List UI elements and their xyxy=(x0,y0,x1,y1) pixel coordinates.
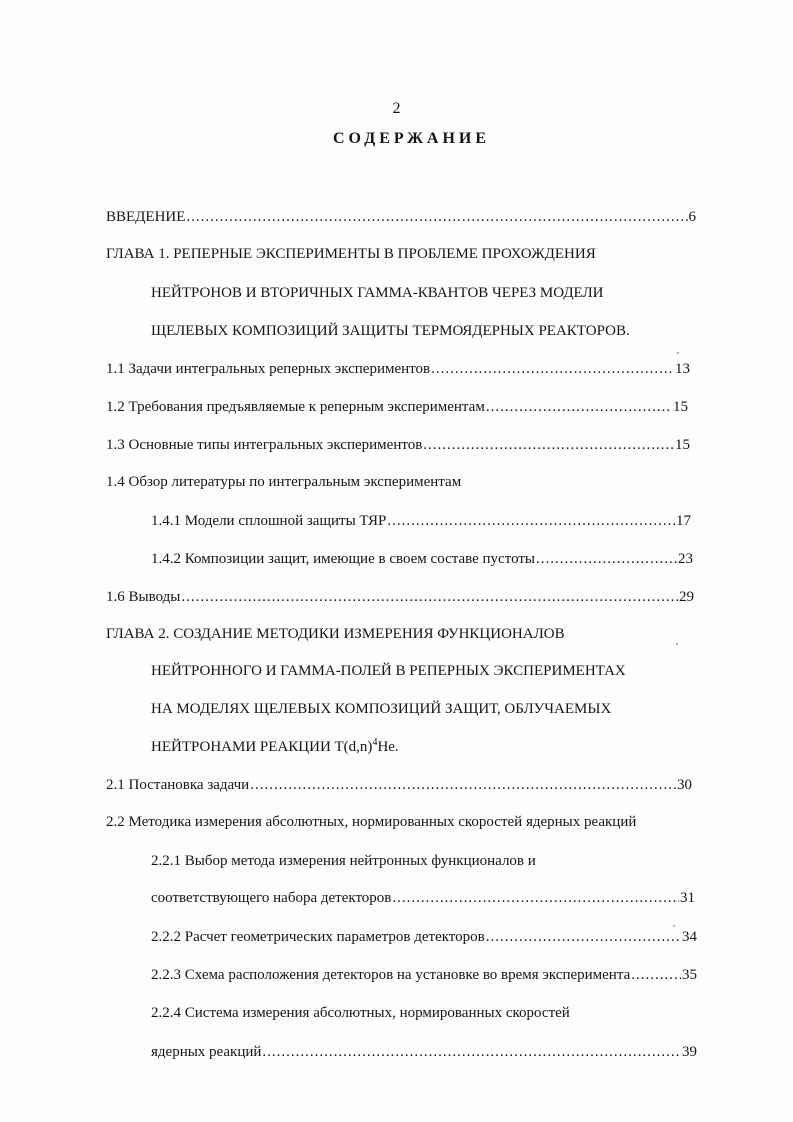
toc-entry-label: 1.1 Задачи интегральных реперных экспериментов xyxy=(106,361,431,377)
chapter-1-heading-line-3: ЩЕЛЕВЫХ КОМПОЗИЦИЙ ЗАЩИТЫ ТЕРМОЯДЕРНЫХ РЕАКТОРОВ. xyxy=(151,323,630,339)
chapter-2-line-4-prefix: НЕЙТРОНАМИ РЕАКЦИИ Т(d,n) xyxy=(151,739,373,755)
scan-speck xyxy=(676,643,678,645)
leader-dots xyxy=(486,927,681,947)
leader-dots xyxy=(423,435,674,455)
chapter-2-line-4-suffix: He. xyxy=(377,739,399,755)
toc-entry-2-2-1-line-1: 2.2.1 Выбор метода измерения нейтронных функционалов и xyxy=(151,853,536,869)
toc-entry-label: 1.3 Основные типы интегральных экспериментов xyxy=(106,437,423,453)
toc-entry-1-6 xyxy=(106,587,694,607)
toc-entry-page: 23 xyxy=(678,551,693,567)
toc-entry-page: 35 xyxy=(682,967,697,983)
toc-entry-1-4-1 xyxy=(151,511,691,531)
leader-dots xyxy=(431,359,674,379)
toc-entry-label: 1.6 Выводы xyxy=(106,589,181,605)
chapter-2-heading-line-3: НА МОДЕЛЯХ ЩЕЛЕВЫХ КОМПОЗИЦИЙ ЗАЩИТ, ОБЛУЧАЕМЫХ xyxy=(151,701,612,717)
toc-entry-page: 13 xyxy=(675,361,690,377)
leader-dots xyxy=(392,888,679,908)
chapter-1-heading-line-2: НЕЙТРОНОВ И ВТОРИЧНЫХ ГАММА-КВАНТОВ ЧЕРЕЗ МОДЕЛИ xyxy=(151,285,604,301)
toc-entry-label: 2.2.2 Расчет геометрических параметров детекторов xyxy=(151,929,485,945)
toc-entry-1-1 xyxy=(106,359,690,379)
toc-entry-label: 2.1 Постановка задачи xyxy=(106,777,250,793)
toc-entry-2-2-1 xyxy=(151,888,695,908)
toc-entry-page: 6 xyxy=(688,209,696,225)
chapter-2-heading-line-4 xyxy=(151,737,399,757)
toc-entry-2-2-4-line-1: 2.2.4 Система измерения абсолютных, нормированных скоростей xyxy=(151,1005,570,1021)
toc-entry-label: 1.2 Требования предъявляемые к реперным экспериментам xyxy=(106,399,485,415)
scan-speck xyxy=(673,925,675,927)
leader-dots xyxy=(536,549,677,569)
toc-entry-2-2: 2.2 Методика измерения абсолютных, нормированных скоростей ядерных реакций xyxy=(106,814,637,830)
chapter-1-heading-line-1: ГЛАВА 1. РЕПЕРНЫЕ ЭКСПЕРИМЕНТЫ В ПРОБЛЕМЕ ПРОХОЖДЕНИЯ xyxy=(106,246,596,262)
toc-entry-page: 29 xyxy=(679,589,694,605)
leader-dots xyxy=(262,1042,681,1062)
toc-entry-page: 39 xyxy=(682,1044,697,1060)
page-title: СОДЕРЖАНИЕ xyxy=(332,130,491,147)
toc-entry-page: 34 xyxy=(682,929,697,945)
chapter-2-heading-line-1: ГЛАВА 2. СОЗДАНИЕ МЕТОДИКИ ИЗМЕРЕНИЯ ФУНКЦИОНАЛОВ xyxy=(106,626,565,642)
page-number: 2 xyxy=(392,100,401,117)
toc-entry-label: соответствующего набора детекторов xyxy=(151,890,392,906)
toc-entry-page: 17 xyxy=(676,513,691,529)
chapter-2-heading-line-2: НЕЙТРОННОГО И ГАММА-ПОЛЕЙ В РЕПЕРНЫХ ЭКСПЕРИМЕНТАХ xyxy=(151,663,626,679)
toc-entry-introduction xyxy=(106,207,696,227)
leader-dots xyxy=(486,397,672,417)
toc-entry-2-2-4 xyxy=(151,1042,697,1062)
toc-entry-2-1 xyxy=(106,775,692,795)
toc-entry-label: 1.4.2 Композиции защит, имеющие в своем составе пустоты xyxy=(151,551,536,567)
toc-entry-2-2-2 xyxy=(151,927,697,947)
toc-entry-1-4: 1.4 Обзор литературы по интегральным экспериментам xyxy=(106,474,462,490)
toc-entry-page: 15 xyxy=(675,437,690,453)
leader-dots xyxy=(631,965,681,985)
leader-dots xyxy=(387,511,675,531)
chapter-2-line-4-superscript: 4 xyxy=(372,737,378,748)
toc-entry-1-4-2 xyxy=(151,549,693,569)
toc-entry-page: 31 xyxy=(680,890,695,906)
leader-dots xyxy=(250,775,676,795)
toc-entry-label: ВВЕДЕНИЕ xyxy=(106,209,186,225)
leader-dots xyxy=(186,207,687,227)
toc-entry-label: ядерных реакций xyxy=(151,1044,262,1060)
toc-entry-page: 15 xyxy=(673,399,688,415)
toc-entry-1-2 xyxy=(106,397,688,417)
toc-entry-label: 1.4.1 Модели сплошной защиты ТЯР xyxy=(151,513,387,529)
toc-entry-page: 30 xyxy=(677,777,692,793)
toc-entry-1-3 xyxy=(106,435,690,455)
toc-entry-2-2-3 xyxy=(151,965,697,985)
toc-entry-label: 2.2.3 Схема расположения детекторов на установке во время эксперимента xyxy=(151,967,631,983)
leader-dots xyxy=(181,587,678,607)
scan-speck xyxy=(677,352,679,354)
